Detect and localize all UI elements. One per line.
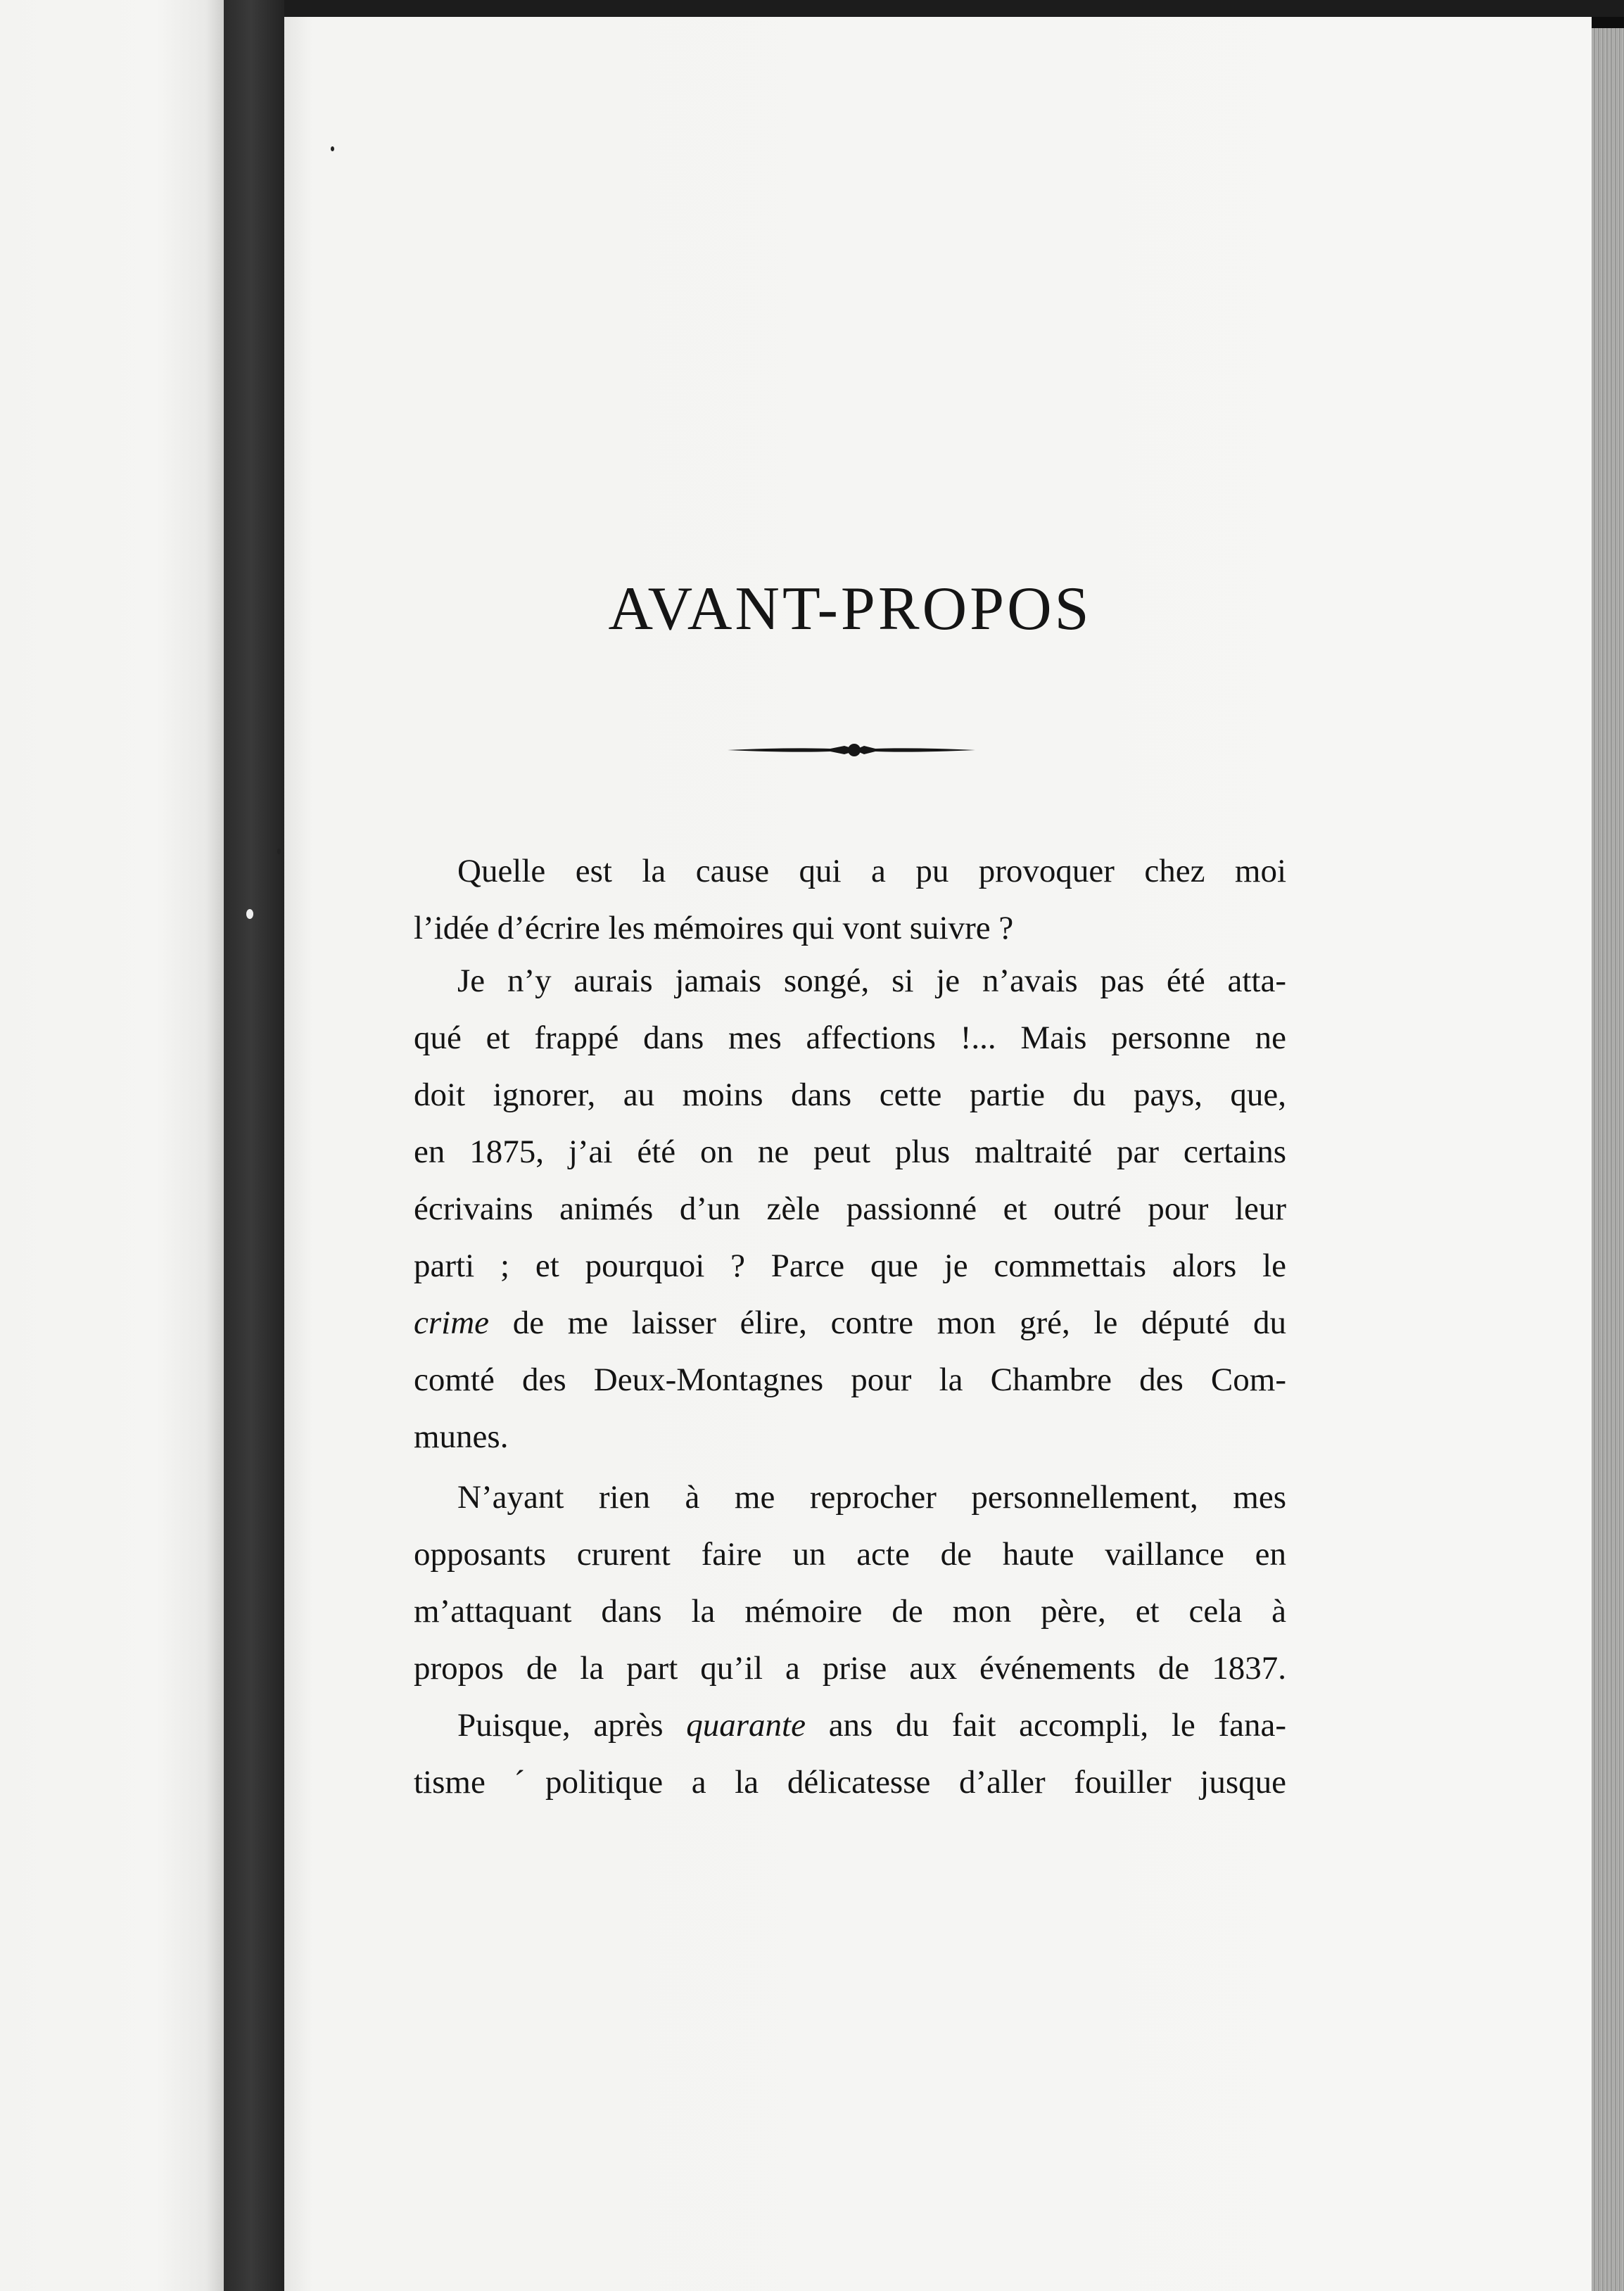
text-line: l’idée d’écrire les mémoires qui vont suivre ?	[414, 910, 1014, 946]
text-line	[414, 1697, 1286, 1754]
ink-speck	[246, 909, 253, 919]
text-line	[414, 1295, 1286, 1352]
paragraph-2	[414, 953, 1286, 1466]
italic-word: crime	[414, 1305, 490, 1341]
paragraph-4	[414, 1697, 1286, 1811]
text-line: munes.	[414, 1419, 509, 1455]
page-stack-edges	[1592, 28, 1624, 2291]
paragraph-1	[414, 843, 1286, 957]
text-line: doit ignorer, au moins dans cette partie du pays, que,	[414, 1077, 1286, 1113]
text-line: tisme ˊpolitique a la délicatesse d’aller fouiller jusque	[414, 1764, 1286, 1801]
text-line: Je n’y aurais jamais songé, si je n’avais pas été atta-	[457, 963, 1286, 999]
previous-page-edge	[0, 0, 224, 2291]
title-ornament	[725, 737, 978, 763]
text-line: opposants crurent faire un acte de haute vaillance en	[414, 1536, 1286, 1573]
text-fragment: ans du fait accompli, le fana-	[828, 1707, 1287, 1744]
book-gutter	[224, 0, 284, 2291]
text-line: écrivains animés d’un zèle passionné et outré pour leur	[414, 1191, 1286, 1227]
text-line: N’ayant rien à me reprocher personnellement, mes	[457, 1479, 1286, 1516]
italic-word: quarante	[686, 1707, 806, 1744]
ink-speck	[277, 849, 281, 854]
paragraph-3	[414, 1469, 1286, 1697]
text-line: m’attaquant dans la mémoire de mon père, et cela à	[414, 1593, 1286, 1630]
page-content	[414, 0, 1286, 2291]
text-line: en 1875, j’ai été on ne peut plus maltraité par certains	[414, 1134, 1286, 1170]
ink-speck	[331, 146, 334, 151]
text-line: qué et frappé dans mes affections !... Mais personne ne	[414, 1020, 1286, 1056]
text-line: comté des Deux-Montagnes pour la Chambre des Com-	[414, 1362, 1286, 1398]
text-line: Quelle est la cause qui a pu provoquer chez moi	[457, 853, 1286, 889]
text-fragment: Puisque, après	[457, 1707, 664, 1744]
page-title: AVANT-PROPOS	[608, 575, 1092, 643]
text-line: parti ; et pourquoi ? Parce que je commettais alors le	[414, 1248, 1286, 1284]
text-line: propos de la part qu’il a prise aux événements de 1837.	[414, 1650, 1286, 1687]
text-fragment: de me laisser élire, contre mon gré, le député du	[512, 1305, 1287, 1341]
